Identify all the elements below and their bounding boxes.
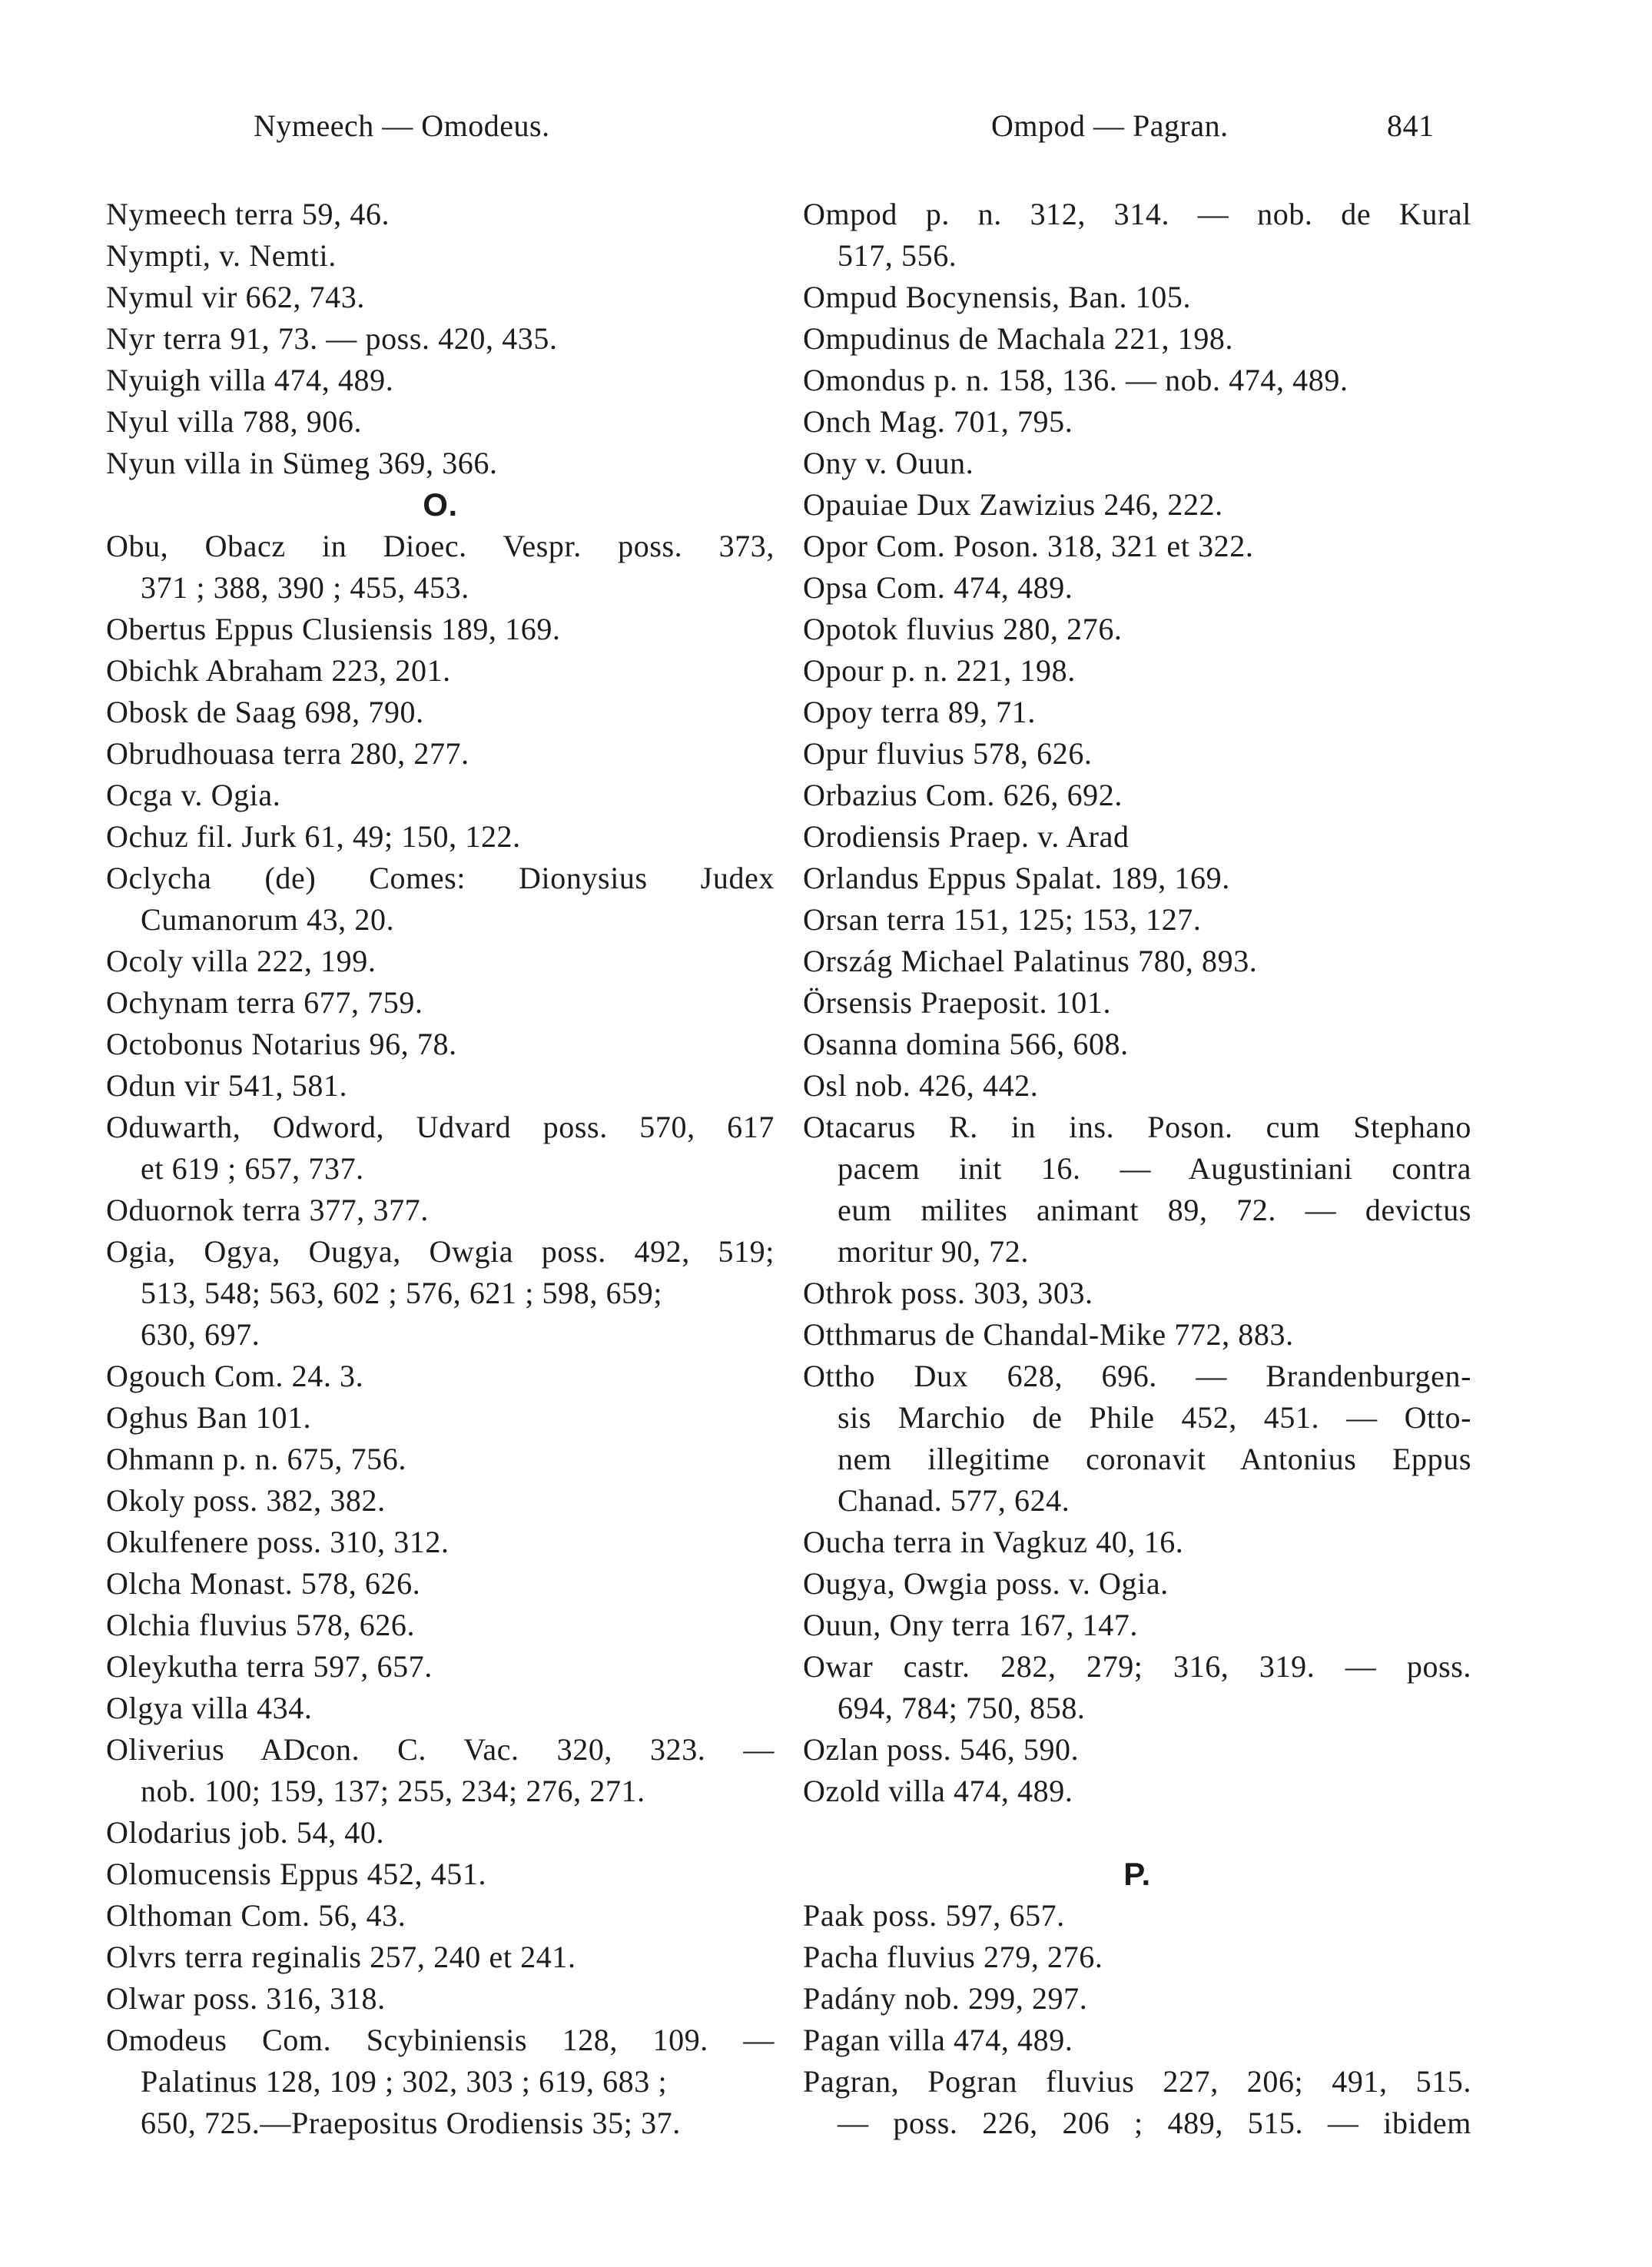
index-entry-continuation: nob. 100; 159, 137; 255, 234; 276, 271. [141, 1774, 645, 1808]
index-entry-line: Ochynam terra 677, 759. [106, 985, 423, 1020]
header-right-title: Ompod — Pagran. [991, 108, 1229, 143]
index-entry-line: Opoy terra 89, 71. [803, 695, 1036, 729]
index-entry-line: Pacha fluvius 279, 276. [803, 1940, 1103, 1974]
index-entry-line: Oduwarth, Odword, Udvard poss. 570, 617 [106, 1110, 775, 1144]
index-entry-line: Othrok poss. 303, 303. [803, 1276, 1093, 1310]
index-entry-line: Nyr terra 91, 73. — poss. 420, 435. [106, 321, 558, 356]
index-entry-continuation: moritur 90, 72. [838, 1234, 1029, 1269]
index-entry-continuation: Palatinus 128, 109 ; 302, 303 ; 619, 683 ; [141, 2064, 668, 2099]
index-entry-line: Opor Com. Poson. 318, 321 et 322. [803, 529, 1254, 563]
index-entry-line: Ougya, Owgia poss. v. Ogia. [803, 1566, 1169, 1601]
index-entry-line: Orodiensis Praep. v. Arad [803, 819, 1130, 854]
index-entry-line: Omodeus Com. Scybiniensis 128, 109. — [106, 2023, 775, 2057]
index-entry-line: Nyuigh villa 474, 489. [106, 363, 394, 397]
index-entry-line: Olthoman Com. 56, 43. [106, 1898, 406, 1933]
index-entry-line: Olchia fluvius 578, 626. [106, 1608, 416, 1642]
index-entry-line: Orsan terra 151, 125; 153, 127. [803, 902, 1202, 937]
index-entry-line: Nyul villa 788, 906. [106, 404, 363, 439]
index-entry-line: Opauiae Dux Zawizius 246, 222. [803, 487, 1223, 522]
index-entry-line: Obertus Eppus Clusiensis 189, 169. [106, 612, 561, 646]
index-entry-line: Opsa Com. 474, 489. [803, 570, 1073, 605]
header-left-title: Nymeech — Omodeus. [254, 108, 550, 143]
index-entry-line: Orbazius Com. 626, 692. [803, 778, 1123, 812]
index-entry-line: Padány nob. 299, 297. [803, 1981, 1088, 2016]
index-entry-line: Okoly poss. 382, 382. [106, 1483, 386, 1518]
index-entry-continuation: sis Marchio de Phile 452, 451. — Otto- [838, 1400, 1471, 1435]
section-letter-heading: P. [1123, 1856, 1151, 1892]
index-entry-line: Otthmarus de Chandal-Mike 772, 883. [803, 1317, 1294, 1352]
index-entry-continuation: 517, 556. [838, 238, 957, 273]
index-entry-line: Nymeech terra 59, 46. [106, 197, 390, 231]
index-entry-continuation: eum milites animant 89, 72. — devictus [838, 1193, 1471, 1227]
index-entry-continuation: 650, 725.—Praepositus Orodiensis 35; 37. [141, 2106, 681, 2140]
index-entry-line: Oleykutha terra 597, 657. [106, 1649, 433, 1684]
index-entry-line: Pagran, Pogran fluvius 227, 206; 491, 515. [803, 2064, 1471, 2099]
index-entry-continuation: et 619 ; 657, 737. [141, 1151, 364, 1186]
index-entry-line: Oduornok terra 377, 377. [106, 1193, 429, 1227]
index-entry-continuation: 513, 548; 563, 602 ; 576, 621 ; 598, 659; [141, 1276, 663, 1310]
running-header [0, 108, 1652, 154]
index-entry-line: Oclycha (de) Comes: Dionysius Judex [106, 861, 775, 895]
index-entry-continuation: — poss. 226, 206 ; 489, 515. — ibidem [838, 2106, 1471, 2140]
index-entry-line: Ocga v. Ogia. [106, 778, 281, 812]
index-entry-line: Opotok fluvius 280, 276. [803, 612, 1123, 646]
index-entry-line: Örsensis Praeposit. 101. [803, 985, 1112, 1020]
index-entry-line: Olgya villa 434. [106, 1691, 313, 1725]
index-entry-line: Orlandus Eppus Spalat. 189, 169. [803, 861, 1230, 895]
index-entry-line: Oucha terra in Vagkuz 40, 16. [803, 1525, 1184, 1559]
index-entry-line: Nympti, v. Nemti. [106, 238, 337, 273]
index-entry-line: Ohmann p. n. 675, 756. [106, 1442, 406, 1476]
index-entry-line: Olwar poss. 316, 318. [106, 1981, 386, 2016]
index-entry-line: Olcha Monast. 578, 626. [106, 1566, 421, 1601]
index-entry-continuation: Cumanorum 43, 20. [141, 902, 395, 937]
index-entry-line: Ország Michael Palatinus 780, 893. [803, 944, 1258, 978]
index-entry-line: Olodarius job. 54, 40. [106, 1815, 385, 1850]
index-entry-line: Nymul vir 662, 743. [106, 280, 365, 314]
index-entry-line: Obu, Obacz in Dioec. Vespr. poss. 373, [106, 529, 775, 563]
index-entry-line: Ochuz fil. Jurk 61, 49; 150, 122. [106, 819, 521, 854]
index-entry-line: Obosk de Saag 698, 790. [106, 695, 424, 729]
index-entry-line: Oghus Ban 101. [106, 1400, 312, 1435]
index-entry-line: Olomucensis Eppus 452, 451. [106, 1857, 487, 1891]
page-number: 841 [1387, 108, 1435, 143]
index-entry-line: Osanna domina 566, 608. [803, 1027, 1129, 1061]
index-entry-line: Nyun villa in Sümeg 369, 366. [106, 446, 498, 480]
right-index-column [803, 194, 1471, 2144]
index-entry-line: Onch Mag. 701, 795. [803, 404, 1073, 439]
index-entry-line: Obrudhouasa terra 280, 277. [106, 736, 469, 771]
index-entry-line: Ocoly villa 222, 199. [106, 944, 377, 978]
index-entry-line: Opur fluvius 578, 626. [803, 736, 1093, 771]
left-index-column [106, 194, 775, 2144]
section-letter-heading: O. [423, 486, 458, 523]
section-spacer [803, 1812, 1471, 1854]
index-entry-line: Ottho Dux 628, 696. — Brandenburgen- [803, 1359, 1471, 1393]
index-entry-line: Ogouch Com. 24. 3. [106, 1359, 364, 1393]
index-entry-continuation: 694, 784; 750, 858. [838, 1691, 1086, 1725]
index-entry-line: Octobonus Notarius 96, 78. [106, 1027, 457, 1061]
index-entry-line: Pagan villa 474, 489. [803, 2023, 1073, 2057]
index-entry-line: Osl nob. 426, 442. [803, 1068, 1039, 1103]
index-entry-line: Okulfenere poss. 310, 312. [106, 1525, 449, 1559]
index-entry-line: Odun vir 541, 581. [106, 1068, 348, 1103]
index-entry-line: Oliverius ADcon. C. Vac. 320, 323. — [106, 1732, 775, 1767]
index-entry-continuation: 371 ; 388, 390 ; 455, 453. [141, 570, 469, 605]
index-entry-line: Olvrs terra reginalis 257, 240 et 241. [106, 1940, 576, 1974]
index-entry-line: Ozold villa 474, 489. [803, 1774, 1073, 1808]
index-entry-line: Paak poss. 597, 657. [803, 1898, 1065, 1933]
index-entry-line: Ompud Bocynensis, Ban. 105. [803, 280, 1192, 314]
index-entry-line: Opour p. n. 221, 198. [803, 653, 1076, 688]
index-entry-continuation: 630, 697. [141, 1317, 260, 1352]
index-entry-line: Ogia, Ogya, Ougya, Owgia poss. 492, 519; [106, 1234, 775, 1269]
index-entry-continuation: nem illegitime coronavit Antonius Eppus [838, 1442, 1471, 1476]
index-entry-continuation: Chanad. 577, 624. [838, 1483, 1070, 1518]
index-entry-line: Ompod p. n. 312, 314. — nob. de Kural [803, 197, 1471, 231]
index-entry-continuation: pacem init 16. — Augustiniani contra [838, 1151, 1471, 1186]
index-entry-line: Ozlan poss. 546, 590. [803, 1732, 1080, 1767]
index-entry-line: Omondus p. n. 158, 136. — nob. 474, 489. [803, 363, 1348, 397]
index-entry-line: Owar castr. 282, 279; 316, 319. — poss. [803, 1649, 1471, 1684]
index-entry-line: Ouun, Ony terra 167, 147. [803, 1608, 1139, 1642]
index-entry-line: Obichk Abraham 223, 201. [106, 653, 451, 688]
index-entry-line: Otacarus R. in ins. Poson. cum Stephano [803, 1110, 1471, 1144]
index-entry-line: Ony v. Ouun. [803, 446, 974, 480]
index-entry-line: Ompudinus de Machala 221, 198. [803, 321, 1234, 356]
